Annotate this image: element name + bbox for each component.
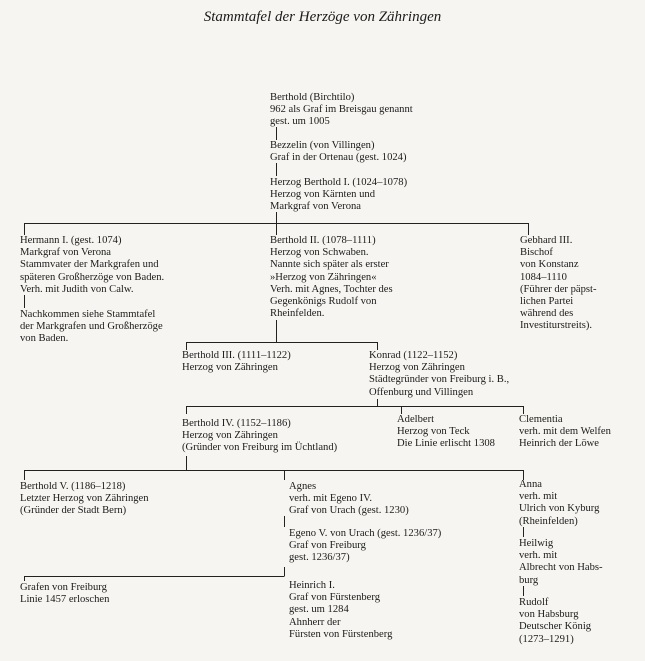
person-line: Agnes: [289, 481, 317, 492]
person-line: Letzter Herzog von Zähringen: [20, 493, 149, 505]
person-line: Graf in der Ortenau (gest. 1024): [270, 152, 407, 164]
person-line: während des: [520, 308, 574, 320]
person-egeno-5: [289, 528, 441, 565]
person-line: Heinrich I.: [289, 580, 335, 591]
page-title: Stammtafel der Herzöge von Zähringen: [203, 9, 442, 25]
person-bezzelin: [270, 140, 407, 164]
person-line: Berthold V. (1186–1218): [20, 481, 126, 492]
person-line: Berthold (Birchtilo): [270, 92, 355, 103]
person-line: Konrad (1122–1152): [369, 350, 458, 361]
person-line: Berthold II. (1078–1111): [270, 235, 376, 246]
person-rudolf: [519, 597, 591, 646]
person-line: von Konstanz: [520, 259, 579, 271]
person-line: Rudolf: [519, 597, 549, 608]
person-line: 1084–1110: [520, 271, 567, 283]
person-line: »Herzog von Zähringen«: [270, 271, 377, 283]
person-gebhard-3: [520, 235, 596, 333]
person-line: (Gründer von Freiburg im Üchtland): [182, 442, 338, 454]
person-line: Stammvater der Markgrafen und: [20, 259, 159, 271]
person-line: burg: [519, 574, 539, 586]
person-berthold-5: [20, 481, 149, 518]
person-line: Herzog von Kärnten und: [270, 189, 376, 201]
person-line: Deutscher König: [519, 621, 592, 633]
person-line: Nannte sich später als erster: [270, 259, 389, 271]
person-line: Städtegründer von Freiburg i. B.,: [369, 374, 510, 386]
person-line: Graf von Freiburg: [289, 540, 366, 552]
person-line: Bischof: [520, 247, 553, 259]
person-line: Offenburg und Villingen: [369, 386, 474, 398]
person-line: 962 als Graf im Breisgau genannt: [270, 104, 413, 116]
person-line: späteren Großherzöge von Baden.: [20, 271, 165, 283]
person-line: Herzog Berthold I. (1024–1078): [270, 177, 408, 188]
person-line: Ulrich von Kyburg: [519, 503, 600, 515]
person-line: Graf von Fürstenberg: [289, 592, 381, 604]
person-line: Markgraf von Verona: [270, 201, 361, 213]
person-line: (1273–1291): [519, 633, 574, 645]
person-line: Herzog von Zähringen: [182, 362, 278, 374]
person-hermann-1: [20, 235, 164, 296]
person-line: Rheinfelden.: [270, 308, 325, 320]
person-line: Grafen von Freiburg: [20, 582, 107, 593]
person-line: verh. mit dem Welfen: [519, 426, 611, 438]
person-line: Heinrich der Löwe: [519, 438, 600, 450]
person-line: Adelbert: [397, 414, 435, 425]
person-line: Herzog von Teck: [397, 426, 470, 438]
person-heilwig: [519, 538, 603, 587]
person-adelbert: [397, 414, 495, 451]
person-line: Markgraf von Verona: [20, 247, 111, 259]
person-line: Egeno V. von Urach (gest. 1236/37): [289, 528, 442, 539]
person-line: gest. 1236/37): [289, 552, 350, 564]
person-line: Investiturstreits).: [520, 320, 593, 332]
person-line: Albrecht von Habs-: [519, 562, 603, 574]
person-line: verh. mit: [519, 491, 558, 503]
person-line: (Rheinfelden): [519, 515, 578, 527]
person-line: (Führer der päpst-: [520, 283, 597, 295]
person-anna: [519, 479, 599, 528]
person-line: lichen Partei: [520, 296, 574, 308]
person-line: Verh. mit Agnes, Tochter des: [270, 283, 393, 295]
person-line: (Gründer der Stadt Bern): [20, 505, 127, 517]
person-line: Herzog von Schwaben.: [270, 247, 369, 259]
person-line: von Habsburg: [519, 609, 579, 621]
person-line: Hermann I. (gest. 1074): [20, 235, 122, 246]
person-line: Berthold III. (1111–1122): [182, 350, 291, 361]
person-line: verh. mit Egeno IV.: [289, 493, 373, 505]
person-line: Berthold IV. (1152–1186): [182, 418, 291, 429]
person-line: Herzog von Zähringen: [182, 430, 278, 442]
person-line: Heilwig: [519, 538, 554, 549]
person-berthold-2: [270, 235, 393, 320]
person-konrad: [369, 350, 509, 399]
person-berthold-4: [182, 418, 337, 455]
note-baden-descendants: [20, 309, 163, 346]
person-berthold-birchtilo: [270, 92, 413, 129]
person-line: Herzog von Zähringen: [369, 362, 465, 374]
person-line: verh. mit: [519, 550, 558, 562]
person-line: gest. um 1005: [270, 116, 330, 128]
note-line: Nachkommen siehe Stammtafel: [20, 309, 156, 320]
person-line: Ahnherr der: [289, 616, 341, 628]
note-line: der Markgrafen und Großherzöge: [20, 321, 163, 333]
person-line: Die Linie erlischt 1308: [397, 438, 495, 450]
person-line: Fürsten von Fürstenberg: [289, 628, 393, 640]
person-line: gest. um 1284: [289, 604, 349, 616]
person-line: Bezzelin (von Villingen): [270, 140, 375, 151]
person-line: Graf von Urach (gest. 1230): [289, 505, 409, 517]
person-line: Verh. mit Judith von Calw.: [20, 283, 134, 295]
person-line: Gegenkönigs Rudolf von: [270, 296, 377, 308]
person-berthold-3: [182, 350, 291, 374]
person-line: Gebhard III.: [520, 235, 573, 246]
person-berthold-1: [270, 177, 407, 214]
note-line: von Baden.: [20, 333, 69, 345]
person-line: Linie 1457 erloschen: [20, 594, 110, 606]
person-heinrich-1: [289, 580, 392, 641]
person-agnes: [289, 481, 409, 518]
person-line: Anna: [519, 479, 542, 490]
person-clementia: [519, 414, 611, 451]
person-grafen-freiburg: [20, 582, 109, 606]
person-line: Clementia: [519, 414, 563, 425]
